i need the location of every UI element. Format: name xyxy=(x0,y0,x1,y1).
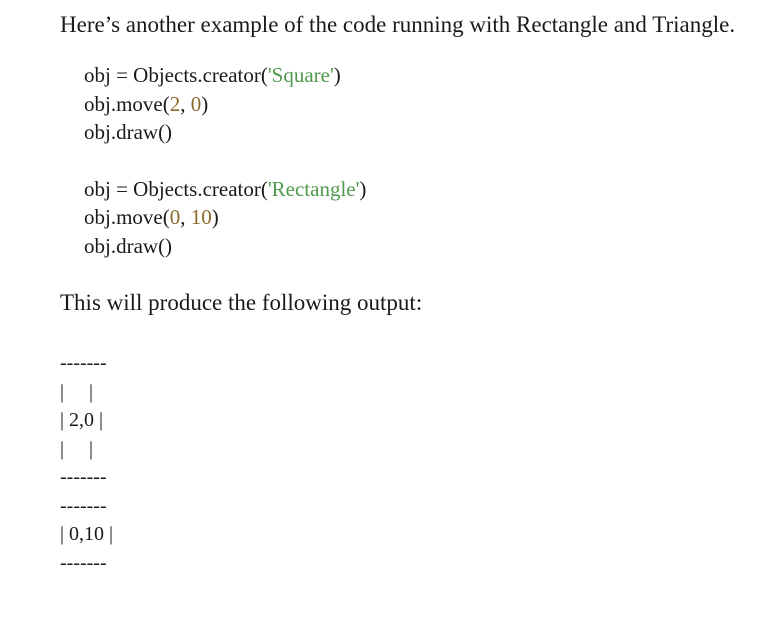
number-literal: 10 xyxy=(190,205,212,229)
output-line: | | xyxy=(60,437,94,460)
code-line-draw: obj.draw() xyxy=(84,120,173,144)
code-block-rectangle xyxy=(84,175,740,261)
output-line: | 2,0 | xyxy=(60,409,104,431)
code-line-creator: obj = Objects.creator('Rectangle') xyxy=(84,176,367,201)
code-line-move: obj.move(2, 0) xyxy=(84,91,209,116)
output-line: ------- xyxy=(60,466,107,488)
output-block xyxy=(60,349,740,577)
output-line: | 0,10 | xyxy=(60,523,114,545)
outro-paragraph: This will produce the following output: xyxy=(60,290,423,315)
string-literal: 'Square' xyxy=(267,63,334,87)
document-page xyxy=(60,8,740,577)
number-literal: 0 xyxy=(190,91,202,116)
output-line: ------- xyxy=(60,551,107,574)
output-line: | | xyxy=(60,380,94,403)
number-literal: 2 xyxy=(169,91,181,116)
code-line-creator: obj = Objects.creator('Square') xyxy=(84,63,341,87)
string-literal: 'Rectangle' xyxy=(267,176,360,201)
output-line: ------- xyxy=(60,352,107,374)
intro-paragraph: Here’s another example of the code running with Rectangle and Triangle. xyxy=(60,12,736,37)
code-block-square xyxy=(84,61,740,147)
output-line: ------- xyxy=(60,494,107,517)
code-line-move: obj.move(0, 10) xyxy=(84,205,219,229)
code-line-draw: obj.draw() xyxy=(84,233,173,258)
number-literal: 0 xyxy=(169,205,181,229)
